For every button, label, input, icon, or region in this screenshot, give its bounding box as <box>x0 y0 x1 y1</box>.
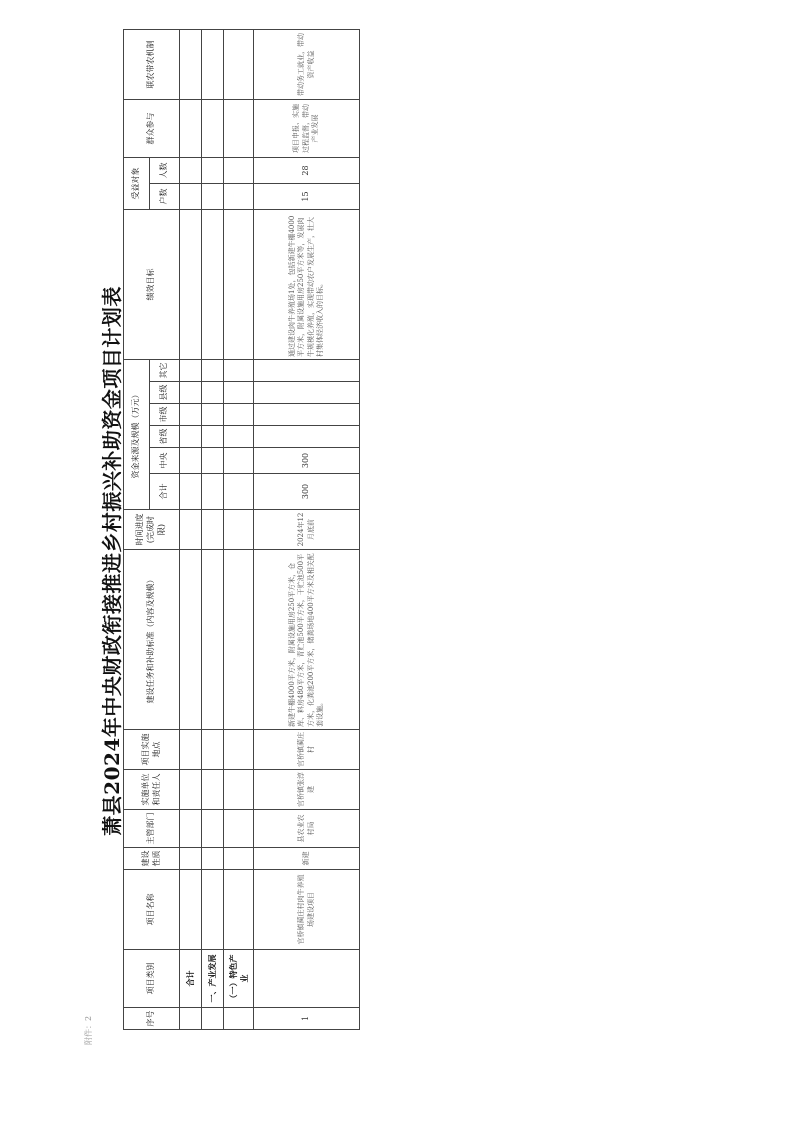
header-other: 其它 <box>150 360 180 382</box>
item-target: 通过建设肉牛养殖场1处，包括新建牛棚4000平方米，附属设施用房250平方米等，发展肉牛规模化养殖，实现带动农户发展生产，壮大村集体经济收入的目标。 <box>254 210 360 360</box>
header-schedule: 时间进度(完成时限) <box>124 510 180 550</box>
item-participation: 项目申报、实施过程监督，带动产业发展 <box>254 100 360 158</box>
header-target: 绩效目标 <box>124 210 180 360</box>
header-county: 县级 <box>150 382 180 404</box>
header-participation: 群众参与 <box>124 100 180 158</box>
item-other <box>254 360 360 382</box>
header-total: 合计 <box>150 474 180 510</box>
header-mechanism: 联农带农机制 <box>124 30 180 100</box>
row-total-label: 合计 <box>180 950 202 1008</box>
item-mechanism: 带动务工就业，带动资产收益 <box>254 30 360 100</box>
header-central: 中央 <box>150 448 180 474</box>
table-row <box>224 30 254 1030</box>
item-dept: 县农业农村局 <box>254 810 360 848</box>
item-persons: 28 <box>254 158 360 184</box>
item-households: 15 <box>254 184 360 210</box>
header-name: 项目名称 <box>124 870 180 950</box>
item-central: 300 <box>254 448 360 474</box>
item-city <box>254 404 360 426</box>
page-title: 萧县2024年中央财政衔接推进乡村振兴补助资金项目计划表 <box>100 286 124 836</box>
header-households: 户数 <box>150 184 180 210</box>
header-unit: 实施单位和责任人 <box>124 770 180 810</box>
row-special-label: （一）特色产业 <box>224 950 254 1008</box>
item-location: 官桥镇蔺庄村 <box>254 730 360 770</box>
header-city: 市级 <box>150 404 180 426</box>
item-provincial <box>254 426 360 448</box>
item-total: 300 <box>254 474 360 510</box>
item-unit: 官桥镇张淳建 <box>254 770 360 810</box>
item-schedule: 2024年12月底前 <box>254 510 360 550</box>
header-category: 项目类别 <box>124 950 180 1008</box>
item-content: 新建牛棚4000平方米，附属设施用房250平方米，仓库、料房480平方米，青贮池500平方米，干贮池500平方米，化粪池200平方米，储粪场地400平方米及相关配套设施。 <box>254 550 360 730</box>
item-seq: 1 <box>254 1008 360 1030</box>
project-plan-table <box>123 29 360 1030</box>
header-beneficiary-group: 受益对象 <box>124 158 150 210</box>
table-row <box>254 30 360 1030</box>
header-seq: 序号 <box>124 1008 180 1030</box>
row-industry-label: 一、产业发展 <box>202 950 224 1008</box>
header-funds-group: 资金来源及规模（万元） <box>124 360 150 510</box>
header-content: 建设任务和补助标准（内容及规模） <box>124 550 180 730</box>
table-row <box>180 30 202 1030</box>
header-nature: 建设性质 <box>124 848 180 870</box>
header-location: 项目实施地点 <box>124 730 180 770</box>
item-county <box>254 382 360 404</box>
attachment-label: 附件：2 <box>84 1015 93 1045</box>
item-name: 官桥镇蔺庄村肉牛养殖场建设项目 <box>254 870 360 950</box>
header-dept: 主管部门 <box>124 810 180 848</box>
header-persons: 人数 <box>150 158 180 184</box>
header-provincial: 省级 <box>150 426 180 448</box>
table-row <box>202 30 224 1030</box>
item-nature: 新建 <box>254 848 360 870</box>
